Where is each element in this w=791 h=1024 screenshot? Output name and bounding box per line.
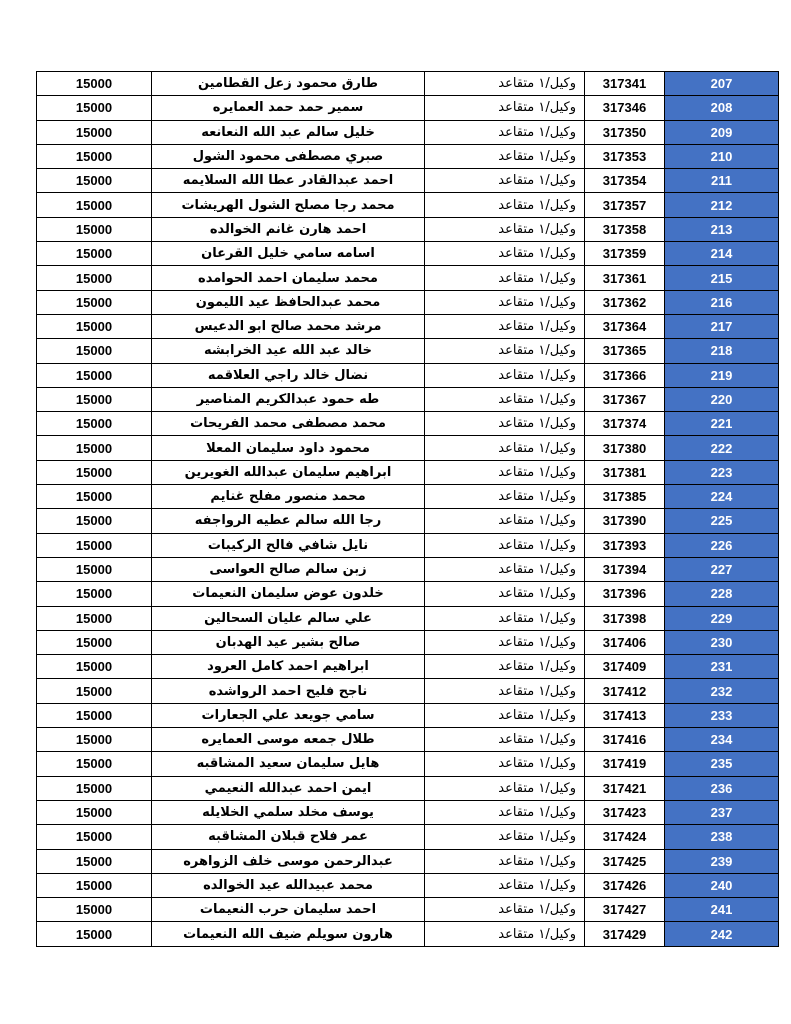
table-row <box>37 752 779 776</box>
roster-table <box>36 71 779 947</box>
military-number-cell: 317413 <box>585 703 665 727</box>
table-row <box>37 314 779 338</box>
table-row <box>37 193 779 217</box>
military-number-cell: 317350 <box>585 120 665 144</box>
rank-cell: وكيل/١ متقاعد <box>425 266 585 290</box>
military-number-cell: 317357 <box>585 193 665 217</box>
rank-cell: وكيل/١ متقاعد <box>425 217 585 241</box>
sequence-number-cell: 213 <box>665 217 779 241</box>
rank-cell: وكيل/١ متقاعد <box>425 630 585 654</box>
table-row <box>37 728 779 752</box>
name-cell: عمر فلاح قبلان المشاقبه <box>152 825 425 849</box>
name-cell: محمود داود سليمان المعلا <box>152 436 425 460</box>
military-number-cell: 317427 <box>585 898 665 922</box>
rank-cell: وكيل/١ متقاعد <box>425 339 585 363</box>
military-number-cell: 317426 <box>585 873 665 897</box>
amount-cell: 15000 <box>37 703 152 727</box>
name-cell: علي سالم عليان السحالين <box>152 606 425 630</box>
sequence-number-cell: 216 <box>665 290 779 314</box>
table-row <box>37 679 779 703</box>
military-number-cell: 317385 <box>585 485 665 509</box>
sequence-number-cell: 236 <box>665 776 779 800</box>
amount-cell: 15000 <box>37 120 152 144</box>
table-row <box>37 509 779 533</box>
amount-cell: 15000 <box>37 873 152 897</box>
rank-cell: وكيل/١ متقاعد <box>425 655 585 679</box>
rank-cell: وكيل/١ متقاعد <box>425 169 585 193</box>
amount-cell: 15000 <box>37 412 152 436</box>
sequence-number-cell: 240 <box>665 873 779 897</box>
sequence-number-cell: 228 <box>665 582 779 606</box>
amount-cell: 15000 <box>37 314 152 338</box>
sequence-number-cell: 219 <box>665 363 779 387</box>
name-cell: محمد منصور مفلح غنايم <box>152 485 425 509</box>
rank-cell: وكيل/١ متقاعد <box>425 144 585 168</box>
name-cell: خلدون عوض سليمان النعيمات <box>152 582 425 606</box>
military-number-cell: 317421 <box>585 776 665 800</box>
table-row <box>37 72 779 96</box>
name-cell: عبدالرحمن موسى خلف الزواهره <box>152 849 425 873</box>
military-number-cell: 317396 <box>585 582 665 606</box>
sequence-number-cell: 233 <box>665 703 779 727</box>
table-row <box>37 873 779 897</box>
amount-cell: 15000 <box>37 655 152 679</box>
sequence-number-cell: 215 <box>665 266 779 290</box>
table-row <box>37 630 779 654</box>
military-number-cell: 317365 <box>585 339 665 363</box>
name-cell: صالح بشير عيد الهدبان <box>152 630 425 654</box>
table-row <box>37 655 779 679</box>
amount-cell: 15000 <box>37 242 152 266</box>
name-cell: ابراهيم سليمان عبدالله الغويرين <box>152 460 425 484</box>
rank-cell: وكيل/١ متقاعد <box>425 412 585 436</box>
rank-cell: وكيل/١ متقاعد <box>425 752 585 776</box>
sequence-number-cell: 234 <box>665 728 779 752</box>
rank-cell: وكيل/١ متقاعد <box>425 314 585 338</box>
sequence-number-cell: 238 <box>665 825 779 849</box>
sequence-number-cell: 208 <box>665 96 779 120</box>
rank-cell: وكيل/١ متقاعد <box>425 873 585 897</box>
sequence-number-cell: 209 <box>665 120 779 144</box>
amount-cell: 15000 <box>37 606 152 630</box>
rank-cell: وكيل/١ متقاعد <box>425 290 585 314</box>
military-number-cell: 317361 <box>585 266 665 290</box>
table-row <box>37 582 779 606</box>
table-row <box>37 800 779 824</box>
rank-cell: وكيل/١ متقاعد <box>425 606 585 630</box>
rank-cell: وكيل/١ متقاعد <box>425 898 585 922</box>
name-cell: طلال جمعه موسى العمايره <box>152 728 425 752</box>
table-row <box>37 290 779 314</box>
military-number-cell: 317374 <box>585 412 665 436</box>
military-number-cell: 317353 <box>585 144 665 168</box>
name-cell: رجا الله سالم عطيه الرواجفه <box>152 509 425 533</box>
table-row <box>37 922 779 946</box>
amount-cell: 15000 <box>37 485 152 509</box>
sequence-number-cell: 229 <box>665 606 779 630</box>
name-cell: طارق محمود زعل القطامين <box>152 72 425 96</box>
military-number-cell: 317398 <box>585 606 665 630</box>
military-number-cell: 317425 <box>585 849 665 873</box>
table-row <box>37 606 779 630</box>
military-number-cell: 317419 <box>585 752 665 776</box>
military-number-cell: 317341 <box>585 72 665 96</box>
amount-cell: 15000 <box>37 582 152 606</box>
name-cell: محمد عبيدالله عيد الخوالده <box>152 873 425 897</box>
rank-cell: وكيل/١ متقاعد <box>425 679 585 703</box>
table-row <box>37 387 779 411</box>
rank-cell: وكيل/١ متقاعد <box>425 363 585 387</box>
sequence-number-cell: 214 <box>665 242 779 266</box>
rank-cell: وكيل/١ متقاعد <box>425 557 585 581</box>
name-cell: احمد سليمان حرب النعيمات <box>152 898 425 922</box>
amount-cell: 15000 <box>37 679 152 703</box>
amount-cell: 15000 <box>37 776 152 800</box>
amount-cell: 15000 <box>37 922 152 946</box>
military-number-cell: 317380 <box>585 436 665 460</box>
amount-cell: 15000 <box>37 144 152 168</box>
rank-cell: وكيل/١ متقاعد <box>425 728 585 752</box>
military-number-cell: 317359 <box>585 242 665 266</box>
military-number-cell: 317424 <box>585 825 665 849</box>
sequence-number-cell: 241 <box>665 898 779 922</box>
table-row <box>37 557 779 581</box>
name-cell: ايمن احمد عبدالله النعيمي <box>152 776 425 800</box>
name-cell: نضال خالد راجي العلاقمه <box>152 363 425 387</box>
amount-cell: 15000 <box>37 169 152 193</box>
name-cell: يوسف مخلد سلمي الخلايله <box>152 800 425 824</box>
rank-cell: وكيل/١ متقاعد <box>425 582 585 606</box>
table-row <box>37 436 779 460</box>
amount-cell: 15000 <box>37 849 152 873</box>
amount-cell: 15000 <box>37 752 152 776</box>
sequence-number-cell: 220 <box>665 387 779 411</box>
sequence-number-cell: 211 <box>665 169 779 193</box>
name-cell: هارون سويلم ضيف الله النعيمات <box>152 922 425 946</box>
sequence-number-cell: 218 <box>665 339 779 363</box>
rank-cell: وكيل/١ متقاعد <box>425 825 585 849</box>
military-number-cell: 317366 <box>585 363 665 387</box>
rank-cell: وكيل/١ متقاعد <box>425 460 585 484</box>
rank-cell: وكيل/١ متقاعد <box>425 72 585 96</box>
rank-cell: وكيل/١ متقاعد <box>425 96 585 120</box>
amount-cell: 15000 <box>37 339 152 363</box>
military-number-cell: 317412 <box>585 679 665 703</box>
sequence-number-cell: 217 <box>665 314 779 338</box>
rank-cell: وكيل/١ متقاعد <box>425 533 585 557</box>
military-number-cell: 317354 <box>585 169 665 193</box>
name-cell: خليل سالم عبد الله النعانعه <box>152 120 425 144</box>
military-number-cell: 317409 <box>585 655 665 679</box>
rank-cell: وكيل/١ متقاعد <box>425 703 585 727</box>
sequence-number-cell: 223 <box>665 460 779 484</box>
sequence-number-cell: 235 <box>665 752 779 776</box>
military-number-cell: 317406 <box>585 630 665 654</box>
table-row <box>37 363 779 387</box>
table-row <box>37 533 779 557</box>
military-number-cell: 317381 <box>585 460 665 484</box>
military-number-cell: 317346 <box>585 96 665 120</box>
amount-cell: 15000 <box>37 436 152 460</box>
name-cell: محمد مصطفى محمد الفريحات <box>152 412 425 436</box>
table-row <box>37 825 779 849</box>
sequence-number-cell: 239 <box>665 849 779 873</box>
table-row <box>37 120 779 144</box>
name-cell: محمد سليمان احمد الحوامده <box>152 266 425 290</box>
sequence-number-cell: 227 <box>665 557 779 581</box>
military-number-cell: 317423 <box>585 800 665 824</box>
rank-cell: وكيل/١ متقاعد <box>425 485 585 509</box>
name-cell: سمير حمد حمد العمايره <box>152 96 425 120</box>
rank-cell: وكيل/١ متقاعد <box>425 776 585 800</box>
amount-cell: 15000 <box>37 217 152 241</box>
military-number-cell: 317390 <box>585 509 665 533</box>
sequence-number-cell: 224 <box>665 485 779 509</box>
amount-cell: 15000 <box>37 290 152 314</box>
military-number-cell: 317364 <box>585 314 665 338</box>
table-row <box>37 242 779 266</box>
sequence-number-cell: 225 <box>665 509 779 533</box>
sequence-number-cell: 207 <box>665 72 779 96</box>
name-cell: سامي جويعد علي الجعارات <box>152 703 425 727</box>
sequence-number-cell: 222 <box>665 436 779 460</box>
table-row <box>37 339 779 363</box>
sequence-number-cell: 226 <box>665 533 779 557</box>
sequence-number-cell: 232 <box>665 679 779 703</box>
name-cell: محمد عبدالحافظ عيد الليمون <box>152 290 425 314</box>
name-cell: نايل شافي فالح الركيبات <box>152 533 425 557</box>
name-cell: ابراهيم احمد كامل العرود <box>152 655 425 679</box>
rank-cell: وكيل/١ متقاعد <box>425 193 585 217</box>
amount-cell: 15000 <box>37 193 152 217</box>
amount-cell: 15000 <box>37 266 152 290</box>
sequence-number-cell: 242 <box>665 922 779 946</box>
table-row <box>37 776 779 800</box>
table-row <box>37 703 779 727</box>
military-number-cell: 317394 <box>585 557 665 581</box>
amount-cell: 15000 <box>37 898 152 922</box>
table-row <box>37 898 779 922</box>
name-cell: احمد عبدالقادر عطا الله السلايمه <box>152 169 425 193</box>
sequence-number-cell: 221 <box>665 412 779 436</box>
rank-cell: وكيل/١ متقاعد <box>425 800 585 824</box>
table-row <box>37 217 779 241</box>
military-number-cell: 317367 <box>585 387 665 411</box>
amount-cell: 15000 <box>37 363 152 387</box>
table-row <box>37 460 779 484</box>
name-cell: صبري مصطفى محمود الشول <box>152 144 425 168</box>
amount-cell: 15000 <box>37 533 152 557</box>
roster-body <box>37 72 779 947</box>
sequence-number-cell: 231 <box>665 655 779 679</box>
name-cell: زبن سالم صالح العواسى <box>152 557 425 581</box>
rank-cell: وكيل/١ متقاعد <box>425 387 585 411</box>
military-number-cell: 317358 <box>585 217 665 241</box>
name-cell: هايل سليمان سعيد المشاقبه <box>152 752 425 776</box>
rank-cell: وكيل/١ متقاعد <box>425 849 585 873</box>
name-cell: اسامه سامي خليل القرعان <box>152 242 425 266</box>
sequence-number-cell: 210 <box>665 144 779 168</box>
amount-cell: 15000 <box>37 96 152 120</box>
table-row <box>37 169 779 193</box>
military-number-cell: 317393 <box>585 533 665 557</box>
amount-cell: 15000 <box>37 387 152 411</box>
name-cell: ناجح فليح احمد الرواشده <box>152 679 425 703</box>
table-row <box>37 412 779 436</box>
amount-cell: 15000 <box>37 825 152 849</box>
name-cell: طه حمود عبدالكريم المناصير <box>152 387 425 411</box>
name-cell: احمد هارن غانم الخوالده <box>152 217 425 241</box>
table-row <box>37 96 779 120</box>
amount-cell: 15000 <box>37 728 152 752</box>
name-cell: مرشد محمد صالح ابو الدعيس <box>152 314 425 338</box>
rank-cell: وكيل/١ متقاعد <box>425 120 585 144</box>
military-number-cell: 317416 <box>585 728 665 752</box>
military-number-cell: 317429 <box>585 922 665 946</box>
table-row <box>37 144 779 168</box>
table-row <box>37 485 779 509</box>
table-row <box>37 266 779 290</box>
rank-cell: وكيل/١ متقاعد <box>425 436 585 460</box>
sequence-number-cell: 230 <box>665 630 779 654</box>
rank-cell: وكيل/١ متقاعد <box>425 922 585 946</box>
sequence-number-cell: 212 <box>665 193 779 217</box>
amount-cell: 15000 <box>37 557 152 581</box>
table-row <box>37 849 779 873</box>
name-cell: خالد عبد الله عيد الخرابشه <box>152 339 425 363</box>
rank-cell: وكيل/١ متقاعد <box>425 242 585 266</box>
military-number-cell: 317362 <box>585 290 665 314</box>
amount-cell: 15000 <box>37 630 152 654</box>
amount-cell: 15000 <box>37 460 152 484</box>
name-cell: محمد رجا مصلح الشول الهريشات <box>152 193 425 217</box>
amount-cell: 15000 <box>37 72 152 96</box>
sequence-number-cell: 237 <box>665 800 779 824</box>
rank-cell: وكيل/١ متقاعد <box>425 509 585 533</box>
amount-cell: 15000 <box>37 800 152 824</box>
amount-cell: 15000 <box>37 509 152 533</box>
